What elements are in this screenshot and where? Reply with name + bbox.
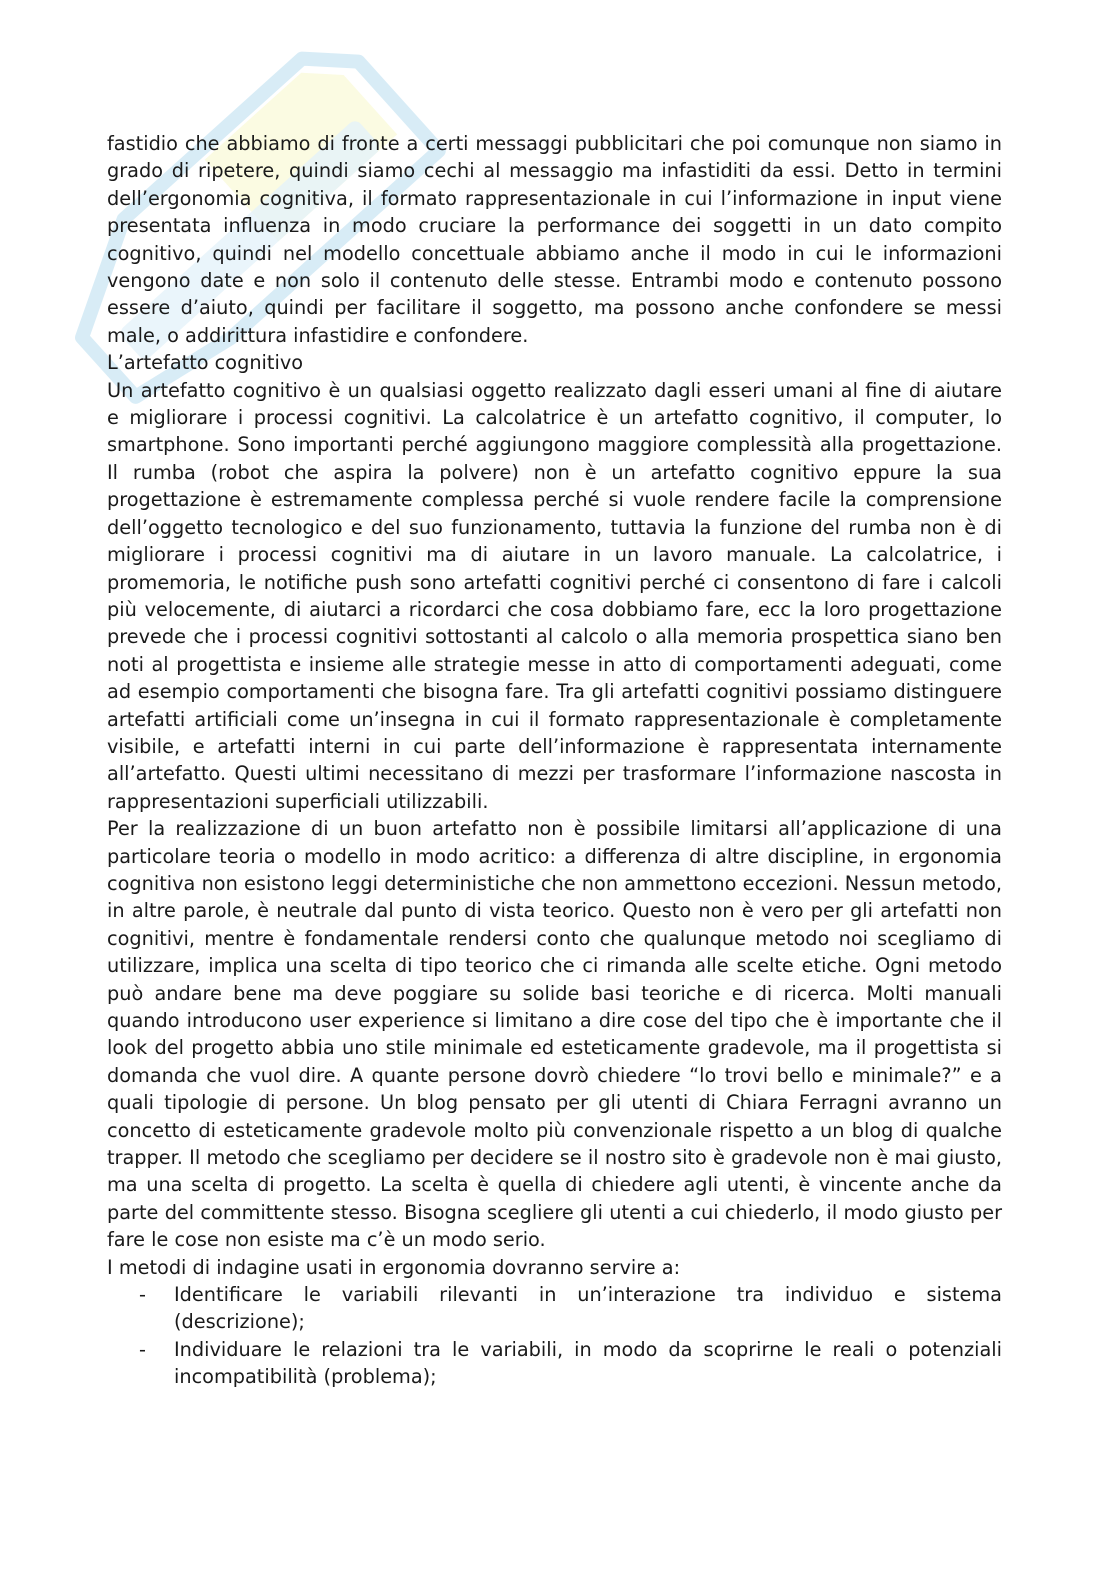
list-item: [107, 1336, 1002, 1391]
paragraph-methods-intro: I metodi di indagine usati in ergonomia dovranno servire a:: [107, 1255, 681, 1279]
list-item: [107, 1281, 1002, 1336]
document-page: [107, 130, 1002, 1391]
list-bullet: -: [139, 1337, 146, 1361]
paragraph-artefact-definition: Un artefatto cognitivo è un qualsiasi oggetto realizzato dagli esseri umani al fine di aiutare e migliorare i processi cognitivi. La calcolatrice è un artefatto cognitivo, il computer, lo smartphone. Sono importanti perché aggiungono maggiore complessità alla progettazione. Il rumba (robot che aspira la polvere) non è un artefatto cognitivo eppure la sua progettazione è estremamente complessa perché si vuole rendere facile la comprensione dell’oggetto tecnologico e del suo funzionamento, tuttavia la funzione del rumba non è di migliorare i processi cognitivi ma di aiutare in un lavoro manuale. La calcolatrice, i promemoria, le notifiche push sono artefatti cognitivi perché ci consentono di fare i calcoli più velocemente, di aiutarci a ricordarci che cosa dobbiamo fare, ecc la loro progettazione prevede che i processi cognitivi sottostanti al calcolo o alla memoria prospettica siano ben noti al progettista e insieme alle strategie messe in atto di comportamenti adeguati, come ad esempio comportamenti che bisogna fare. Tra gli artefatti cognitivi possiamo distinguere artefatti artificiali come un’insegna in cui il formato rappresentazionale è completamente visibile, e artefatti interni in cui parte dell’informazione è rappresentata internamente all’artefatto. Questi ultimi necessitano di mezzi per trasformare l’informazione nascosta in rappresentazioni superficiali utilizzabili.: [107, 378, 1002, 813]
paragraph-artefact-realization: Per la realizzazione di un buon artefatto non è possibile limitarsi all’applicazione di una particolare teoria o modello in modo acritico: a differenza di altre discipline, in ergonomia cognitiva non esistono leggi deterministiche che non ammettono eccezioni. Nessun metodo, in altre parole, è neutrale dal punto di vista teorico. Questo non è vero per gli artefatti non cognitivi, mentre è fondamentale rendersi conto che qualunque metodo noi scegliamo di utilizzare, implica una scelta di tipo teorico che ci rimanda alle scelte etiche. Ogni metodo può andare bene ma deve poggiare su solide basi teoriche e di ricerca. Molti manuali quando introducono user experience si limitano a dire cose del tipo che è importante che il look del progetto abbia uno stile minimale ed esteticamente gradevole, ma il progettista si domanda che vuol dire. A quante persone dovrò chiedere “lo trovi bello e minimale?” e a quali tipologie di persone. Un blog pensato per gli utenti di Chiara Ferragni avranno un concetto di esteticamente gradevole molto più convenzionale rispetto a un blog di qualche trapper. Il metodo che scegliamo per decidere se il nostro sito è gradevole non è mai giusto, ma una scelta di progetto. La scelta è quella di chiedere agli utenti, è vincente anche da parte del committente stesso. Bisogna scegliere gli utenti a cui chiederlo, il modo giusto per fare le cose non esiste ma c’è un modo serio.: [107, 817, 1002, 1252]
section-heading: L’artefatto cognitivo: [107, 351, 304, 375]
methods-list: [107, 1281, 1002, 1391]
list-item-text: Individuare le relazioni tra le variabili, in modo da scoprirne le reali o potenziali incompatibilità (problema);: [174, 1337, 1002, 1389]
list-item-text: Identificare le variabili rilevanti in un’interazione tra individuo e sistema (descrizione);: [174, 1283, 1002, 1334]
paragraph-intro: fastidio che abbiamo di fronte a certi messaggi pubblicitari che poi comunque non siamo in grado di ripetere, quindi siamo cechi al messaggio ma infastiditi da essi. Detto in termini dell’ergonomia cognitiva, il formato rappresentazionale in cui l’informazione in input viene presentata influenza in modo cruciare la performance dei soggetti in un dato compito cognitivo, quindi nel modello concettuale abbiamo anche il modo in cui le informazioni vengono date e non solo il contenuto delle stesse. Entrambi modo e contenuto possono essere d’aiuto, quindi per facilitare il soggetto, ma possono anche confondere se messi male, o addirittura infastidire e confondere.: [107, 132, 1002, 347]
list-bullet: -: [139, 1283, 146, 1307]
